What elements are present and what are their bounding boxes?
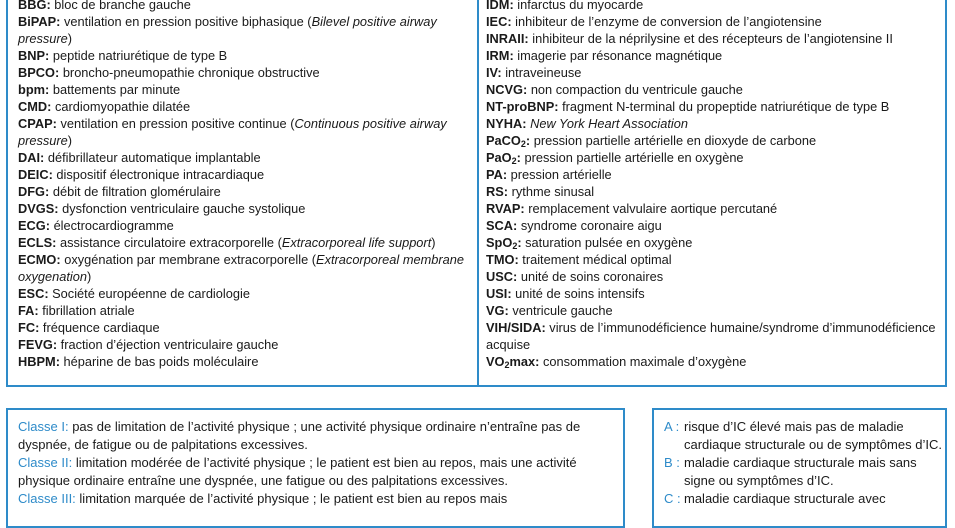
abbreviation-entry — [18, 81, 470, 98]
abbreviation-definition-italic: New York Heart Association — [530, 116, 688, 131]
abbreviation-entry — [486, 302, 941, 319]
stage-letter: B : — [664, 455, 680, 470]
abbreviation-entry — [18, 217, 470, 234]
abbreviation-definition: ventilation en pression positive biphasique ( — [64, 14, 312, 29]
abbreviation-definition: assistance circulatoire extracorporelle ( — [59, 235, 282, 250]
abbreviation-entry — [18, 64, 470, 81]
abbreviation-term: DEIC: — [18, 167, 53, 182]
abbreviation-term: IEC: — [486, 14, 512, 29]
abbreviation-entry — [18, 200, 470, 217]
abbreviation-text: PaCO — [486, 133, 521, 148]
abbreviation-text: DVGS — [18, 201, 55, 216]
abbreviation-term: FEVG: — [18, 337, 58, 352]
abbreviation-definition: fibrillation atriale — [42, 303, 135, 318]
abbreviation-definition: intraveineuse — [505, 65, 582, 80]
abbreviation-suffix: max — [509, 354, 536, 369]
abbreviation-text: ECLS — [18, 235, 53, 250]
abbreviation-entry — [486, 183, 941, 200]
abbreviation-definition: unité de soins intensifs — [515, 286, 645, 301]
abbreviation-definition: oxygénation par membrane extracorporelle ( — [64, 252, 317, 267]
abbreviation-entry — [486, 81, 941, 98]
abbreviation-text: ECMO — [18, 252, 57, 267]
nyha-class-label: Classe II: — [18, 455, 73, 470]
abbreviation-entry — [18, 251, 470, 285]
abbreviation-entry — [486, 234, 941, 251]
abbreviation-entry — [18, 183, 470, 200]
abbreviation-definition: défibrillateur automatique implantable — [47, 150, 261, 165]
abbreviation-text: FA — [18, 303, 35, 318]
abbreviation-term: USC: — [486, 269, 518, 284]
stage-letter: A : — [664, 419, 680, 434]
abbreviation-entry — [18, 302, 470, 319]
abbreviation-definition: imagerie par résonance magnétique — [517, 48, 723, 63]
abbreviation-entry — [18, 98, 470, 115]
abbreviation-entry — [486, 13, 941, 30]
abbreviation-text: CPAP — [18, 116, 53, 131]
abbreviation-text: DFG — [18, 184, 46, 199]
abbreviation-term: ECLS: — [18, 235, 57, 250]
abbreviation-text: IDM — [486, 0, 510, 12]
abbreviation-term: DVGS: — [18, 201, 59, 216]
abbreviation-definition: unité de soins coronaires — [520, 269, 664, 284]
abbreviation-text: VIH/SIDA — [486, 320, 542, 335]
abbreviation-subscript: 2 — [512, 241, 518, 251]
abbreviation-definition: infarctus du myocarde — [517, 0, 644, 12]
abbreviation-text: DEIC — [18, 167, 49, 182]
stage-letter: C : — [664, 491, 681, 506]
abbreviation-entry — [486, 149, 941, 166]
abbreviation-definition: consommation maximale d’oxygène — [542, 354, 747, 369]
abbreviation-term: SCA: — [486, 218, 518, 233]
abbreviation-entry — [18, 47, 470, 64]
abbreviation-term: ESC: — [18, 286, 49, 301]
abbreviation-term: INRAII: — [486, 31, 529, 46]
abbreviation-entry — [486, 30, 941, 47]
stage-text: maladie cardiaque structurale mais sans signe ou symptômes d’IC. — [684, 455, 917, 488]
nyha-classification-box — [6, 408, 625, 528]
abbreviation-subscript: 2 — [520, 139, 526, 149]
abbreviation-text: CMD — [18, 99, 48, 114]
heart-failure-stages-box — [652, 408, 947, 528]
abbreviation-entry — [486, 251, 941, 268]
abbreviation-definition: inhibiteur de l’enzyme de conversion de l’angiotensine — [515, 14, 822, 29]
abbreviation-term: CPAP: — [18, 116, 57, 131]
abbreviation-term: RS: — [486, 184, 509, 199]
abbreviation-term: USI: — [486, 286, 512, 301]
abbreviation-definition: bloc de branche gauche — [54, 0, 191, 12]
abbreviation-definition-end: ) — [67, 133, 73, 148]
abbreviation-entry — [486, 47, 941, 64]
abbreviation-definition-end: ) — [87, 269, 92, 284]
abbreviation-text: SCA — [486, 218, 514, 233]
abbreviation-text: NYHA — [486, 116, 523, 131]
abbreviation-definition-italic: Extracorporeal membrane oxygenation — [18, 252, 464, 284]
abbreviation-entry — [486, 285, 941, 302]
abbreviation-text: VG — [486, 303, 505, 318]
abbreviation-text: IEC — [486, 14, 508, 29]
abbreviation-term: IDM: — [486, 0, 514, 12]
abbreviation-entry — [486, 353, 941, 370]
abbreviation-definition: débit de filtration glomérulaire — [52, 184, 221, 199]
stage-item — [664, 454, 942, 490]
abbreviation-entry — [486, 64, 941, 81]
nyha-class — [18, 454, 616, 490]
nyha-class-text: limitation modérée de l’activité physique ; le patient est bien au repos, mais une activité physique ordinaire entraîne une dyspnée, une fatigue ou des palpitations excessives. — [18, 455, 577, 488]
abbreviation-definition: électrocardiogramme — [53, 218, 174, 233]
abbreviation-entry — [486, 115, 941, 132]
abbreviation-definition: traitement médical optimal — [522, 252, 672, 267]
abbreviation-definition: ventilation en pression positive continue ( — [60, 116, 295, 131]
abbreviation-definition: pression artérielle — [510, 167, 612, 182]
abbreviation-entry — [18, 149, 470, 166]
heart-failure-stages — [664, 418, 942, 508]
nyha-class — [18, 490, 616, 508]
abbreviation-definition-end: ) — [67, 31, 73, 46]
abbreviation-term: PA: — [486, 167, 508, 182]
abbreviation-list-left — [18, 0, 470, 370]
abbreviation-entry — [18, 285, 470, 302]
abbreviation-definition: syndrome coronaire aigu — [520, 218, 662, 233]
abbreviation-term: IV: — [486, 65, 502, 80]
abbreviation-term: $VO_2\max$: — [486, 354, 540, 370]
abbreviation-definition: ventricule gauche — [512, 303, 613, 318]
abbreviation-text: BNP — [18, 48, 46, 63]
abbreviation-text: TMO — [486, 252, 515, 267]
abbreviation-term: TMO: — [486, 252, 519, 267]
abbreviation-entry — [486, 98, 941, 115]
abbreviation-definition: héparine de bas poids moléculaire — [63, 354, 259, 369]
abbreviation-text: FEVG — [18, 337, 53, 352]
abbreviation-text: IV — [486, 65, 498, 80]
abbreviation-definition: rythme sinusal — [511, 184, 595, 199]
nyha-class-text: pas de limitation de l’activité physique ; une activité physique ordinaire n’entraîne pas de dyspnée, de fatigue ou de palpitations excessives. — [18, 419, 581, 452]
abbreviation-subscript: 2 — [511, 156, 517, 166]
abbreviation-term: bpm: — [18, 82, 50, 97]
abbreviation-subscript: 2 — [504, 360, 510, 370]
abbreviation-entry — [18, 336, 470, 353]
abbreviation-definition: dysfonction ventriculaire gauche systolique — [62, 201, 306, 216]
abbreviation-term: FC: — [18, 320, 40, 335]
abbreviation-text: IRM — [486, 48, 510, 63]
abbreviation-text: FC — [18, 320, 36, 335]
abbreviation-text: PaO — [486, 150, 512, 165]
abbreviation-text: SpO — [486, 235, 513, 250]
abbreviation-text: INRAII — [486, 31, 525, 46]
abbreviation-entry — [18, 115, 470, 149]
abbreviation-text: RVAP — [486, 201, 521, 216]
stage-item — [664, 490, 942, 508]
abbreviation-term: BiPAP: — [18, 14, 61, 29]
abbreviation-entry — [486, 268, 941, 285]
abbreviation-definition: pression partielle artérielle en oxygène — [524, 150, 744, 165]
abbreviation-definition: fragment N-terminal du propeptide natriurétique de type B — [562, 99, 890, 114]
abbreviation-text: ECG — [18, 218, 46, 233]
abbreviation-text: NT-proBNP — [486, 99, 555, 114]
abbreviation-text: NCVG — [486, 82, 523, 97]
abbreviation-definition: fraction d’éjection ventriculaire gauche — [60, 337, 279, 352]
abbreviation-term: PaCO$_2$: — [486, 133, 531, 149]
abbreviation-term: HBPM: — [18, 354, 60, 369]
abbreviation-term: SpO$_2$: — [486, 235, 522, 251]
abbreviation-text: USI — [486, 286, 508, 301]
abbreviation-term: IRM: — [486, 48, 514, 63]
abbreviation-entry — [486, 217, 941, 234]
abbreviation-definition: non compaction du ventricule gauche — [530, 82, 743, 97]
abbreviation-term: DFG: — [18, 184, 50, 199]
abbreviation-definition: cardiomyopathie dilatée — [54, 99, 191, 114]
abbreviation-text: VO — [486, 354, 505, 369]
abbreviation-text: BPCO — [18, 65, 55, 80]
abbreviation-definition: virus de l’immunodéficience humaine/syndrome d’immunodéficience acquise — [486, 320, 936, 352]
abbreviation-entry — [486, 132, 941, 149]
abbreviation-term: BNP: — [18, 48, 50, 63]
abbreviation-term: CMD: — [18, 99, 52, 114]
abbreviation-term: RVAP: — [486, 201, 525, 216]
column-divider — [477, 0, 479, 387]
abbreviation-definition: dispositif électronique intracardiaque — [56, 167, 265, 182]
stage-text: maladie cardiaque structurale avec — [684, 491, 886, 506]
abbreviation-text: RS — [486, 184, 504, 199]
abbreviation-term: ECG: — [18, 218, 50, 233]
abbreviation-term: DAI: — [18, 150, 45, 165]
abbreviation-term: ECMO: — [18, 252, 61, 267]
abbreviation-definition: saturation pulsée en oxygène — [525, 235, 693, 250]
abbreviation-text: BBG — [18, 0, 47, 12]
abbreviation-term: PaO$_2$: — [486, 150, 521, 166]
abbreviation-text: bpm — [18, 82, 46, 97]
abbreviation-definition: inhibiteur de la néprilysine et des récepteurs de l’angiotensine II — [532, 31, 893, 46]
abbreviation-text: HBPM — [18, 354, 56, 369]
stage-item — [664, 418, 942, 454]
abbreviation-entry — [18, 13, 470, 47]
abbreviation-definition-end: ) — [431, 235, 436, 250]
abbreviation-term: NCVG: — [486, 82, 528, 97]
abbreviation-text: BiPAP — [18, 14, 57, 29]
abbreviation-entry — [18, 0, 470, 13]
abbreviation-definition-italic: Continuous positive airway pressure — [18, 116, 447, 148]
abbreviation-term: BBG: — [18, 0, 51, 12]
abbreviation-term: NYHA: — [486, 116, 527, 131]
abbreviation-definition: battements par minute — [52, 82, 181, 97]
abbreviation-term: FA: — [18, 303, 39, 318]
abbreviation-definition: fréquence cardiaque — [42, 320, 160, 335]
abbreviation-definition: peptide natriurétique de type B — [52, 48, 228, 63]
abbreviation-text: DAI — [18, 150, 41, 165]
abbreviation-term: BPCO: — [18, 65, 60, 80]
abbreviation-entry — [486, 319, 941, 353]
abbreviation-text: ESC — [18, 286, 45, 301]
nyha-class — [18, 418, 616, 454]
abbreviation-entry — [18, 234, 470, 251]
abbreviation-entry — [18, 353, 470, 370]
abbreviation-term: VIH/SIDA: — [486, 320, 546, 335]
abbreviation-term: NT-proBNP: — [486, 99, 559, 114]
nyha-classes — [18, 418, 616, 508]
nyha-class-label: Classe III: — [18, 491, 76, 506]
abbreviation-definition: Société européenne de cardiologie — [52, 286, 250, 301]
abbreviation-text: USC — [486, 269, 514, 284]
nyha-class-label: Classe I: — [18, 419, 69, 434]
abbreviation-definition-italic: Bilevel positive airway pressure — [18, 14, 437, 46]
abbreviation-term: VG: — [486, 303, 509, 318]
abbreviation-text: PA — [486, 167, 503, 182]
abbreviation-entry — [486, 200, 941, 217]
stage-text: risque d’IC élevé mais pas de maladie cardiaque structurale ou de symptômes d’IC. — [684, 419, 942, 452]
abbreviation-entry — [486, 166, 941, 183]
abbreviation-entry — [18, 319, 470, 336]
abbreviation-entry — [486, 0, 941, 13]
abbreviation-definition-italic: Extracorporeal life support — [281, 235, 432, 250]
nyha-class-text: limitation marquée de l’activité physique ; le patient est bien au repos mais — [79, 491, 508, 506]
abbreviation-definition: pression partielle artérielle en dioxyde de carbone — [533, 133, 817, 148]
abbreviation-definition: remplacement valvulaire aortique percutané — [528, 201, 778, 216]
abbreviation-definition: broncho-pneumopathie chronique obstructive — [62, 65, 320, 80]
abbreviation-entry — [18, 166, 470, 183]
abbreviation-list-right — [486, 0, 941, 370]
